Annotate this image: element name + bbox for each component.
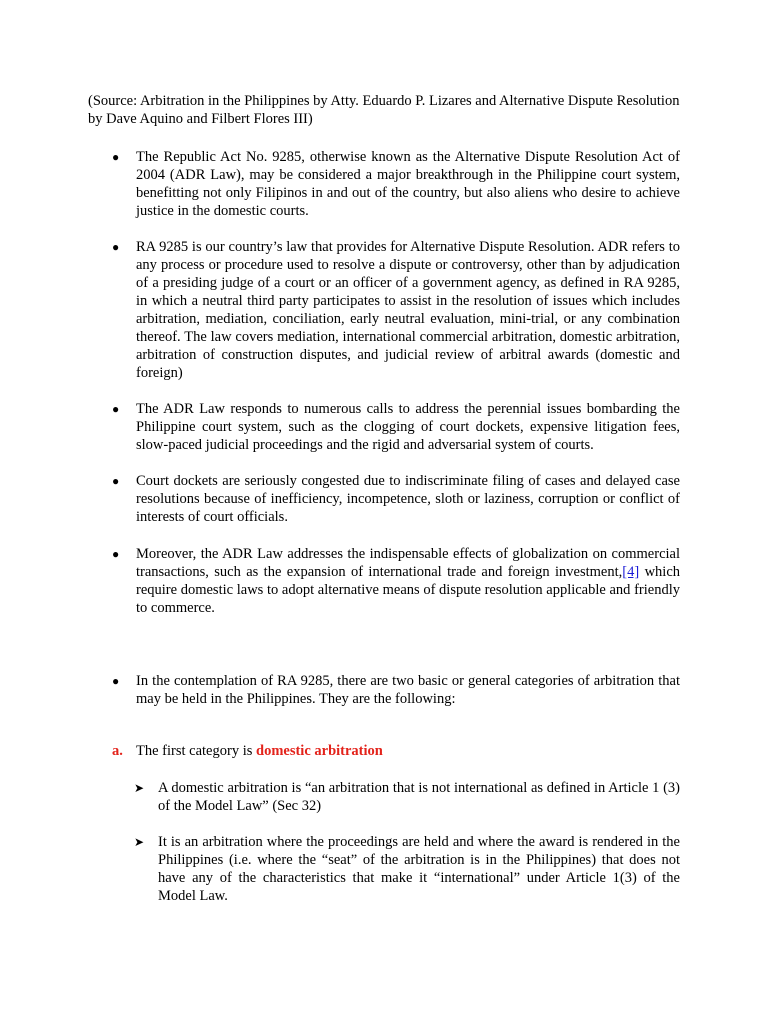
bullet-icon: ●	[112, 150, 120, 164]
subpoint-text: It is an arbitration where the proceedings are held and where the award is rendered in the Philippines (i.e. where the “seat” of the arbitration is in the Philippines) that does not have any of the characteristics that make it “international” under Article 1(3) of the Model Law.	[158, 834, 680, 904]
subpoint-item	[134, 779, 680, 815]
source-citation: (Source: Arbitration in the Philippines by Atty. Eduardo P. Lizares and Alternative Dispute Resolution by Dave Aquino and Filbert Flores III)	[88, 93, 680, 127]
bullet-text: The ADR Law responds to numerous calls to address the perennial issues bombarding the Philippine court system, such as the clogging of court dockets, expensive litigation fees, slow-paced judicial proceedings and the rigid and adversarial system of courts.	[136, 401, 680, 453]
category-a	[112, 742, 383, 760]
bullet-item-court-dockets	[112, 472, 680, 526]
bullet-item-globalization	[112, 545, 680, 617]
bullet-text: In the contemplation of RA 9285, there are two basic or general categories of arbitration that may be held in the Philippines. They are the following:	[136, 673, 680, 707]
bullet-text-end: which require domestic laws to adopt alternative means of dispute resolution applicable and friendly to commerce.	[136, 564, 681, 616]
bullet-icon: ●	[112, 240, 120, 254]
bullet-item-adr-definition	[112, 238, 680, 382]
footnote-link[interactable]: [4]	[622, 564, 640, 580]
bullet-text: The Republic Act No. 9285, otherwise known as the Alternative Dispute Resolution Act of 2004 (ADR Law), may be considered a major breakthrough in the Philippine court system, benefitting not only Filipinos in and out of the country, but also aliens who desire to achieve justice in the domestic courts.	[136, 149, 680, 219]
category-term: domestic arbitration	[256, 743, 383, 759]
bullet-icon: ●	[112, 402, 120, 416]
bullet-icon: ●	[112, 674, 120, 688]
bullet-icon: ●	[112, 547, 120, 561]
bullet-item-ra9285	[112, 148, 680, 220]
bullet-item-adr-responds	[112, 400, 680, 454]
bullet-text: RA 9285 is our country’s law that provides for Alternative Dispute Resolution. ADR refers to any process or procedure used to resolve a dispute or controversy, other than by adjudication of a presiding judge of a court or an officer of a government agency, as defined in RA 9285, in which a neutral third party participates to assist in the resolution of issues which includes arbitration, mediation, conciliation, early neutral evaluation, mini-trial, or any combination thereof. The law covers mediation, international commercial arbitration, domestic arbitration, arbitration of construction disputes, and judicial review of arbitral awards (domestic and foreign)	[136, 239, 680, 381]
bullet-icon: ●	[112, 474, 120, 488]
bullet-text-start: Moreover, the ADR Law addresses the indispensable effects of globalization on commercial transactions, such as the expansion of international trade and foreign investment,	[136, 546, 680, 580]
subpoint-item	[134, 833, 680, 905]
arrow-bullet-icon: ➤	[134, 781, 145, 795]
bullet-text: Court dockets are seriously congested due to indiscriminate filing of cases and delayed case resolutions because of inefficiency, incompetence, sloth or laziness, corruption or conflict of interests of court officials.	[136, 473, 680, 525]
arrow-bullet-icon: ➤	[134, 835, 145, 849]
subpoint-text: A domestic arbitration is “an arbitration that is not international as defined in Article 1 (3) of the Model Law” (Sec 32)	[158, 780, 680, 814]
bullet-item-categories	[112, 672, 680, 708]
list-letter: a.	[112, 743, 123, 759]
category-prefix: The first category is	[136, 743, 256, 759]
bullet-text	[136, 545, 680, 617]
